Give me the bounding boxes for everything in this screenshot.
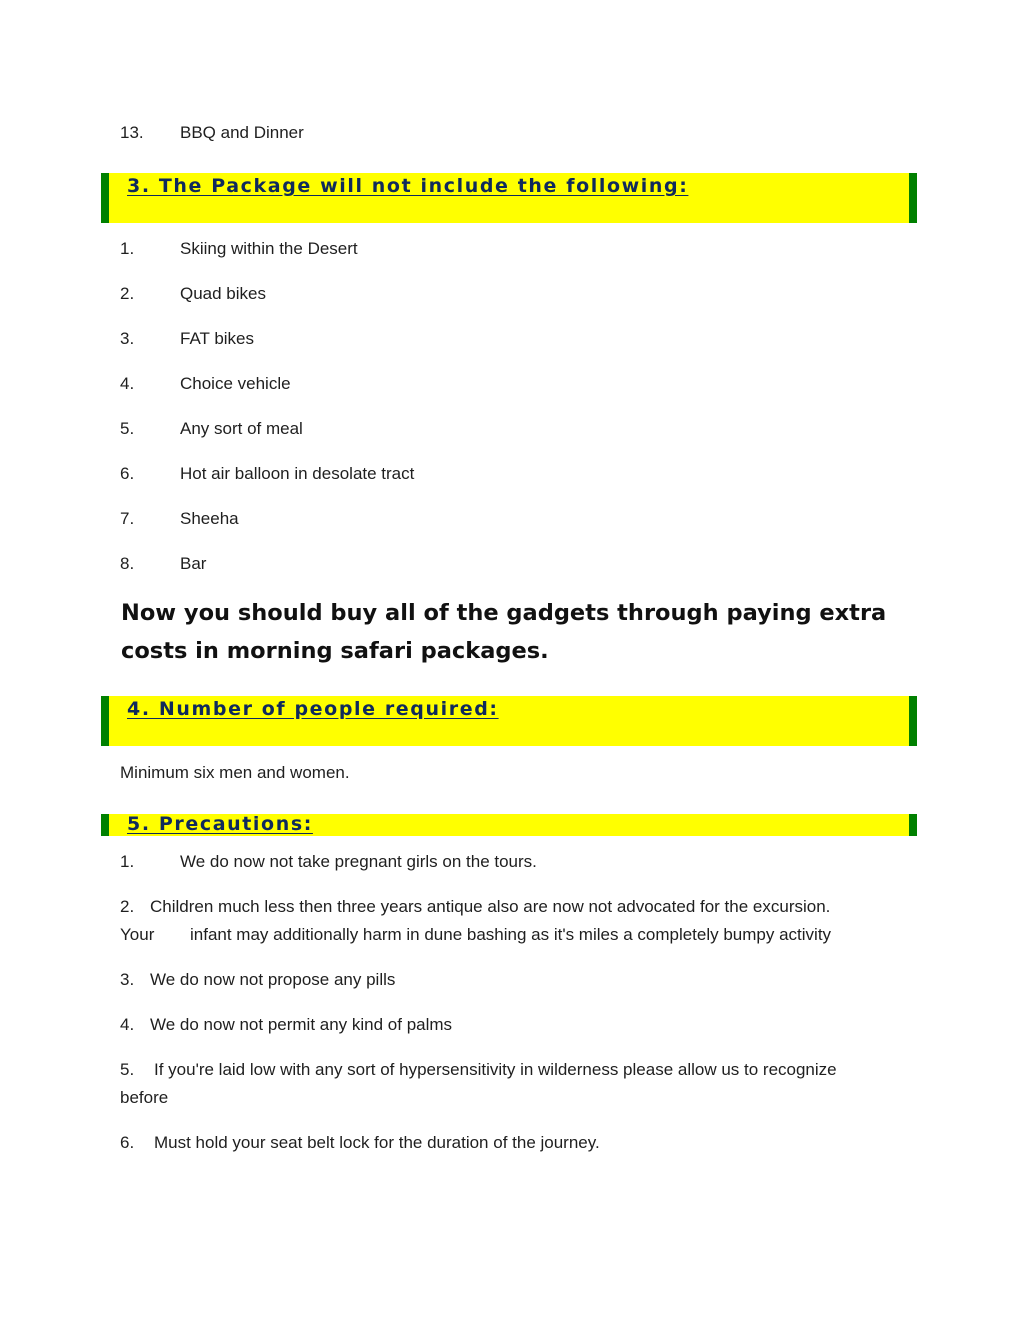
- item-text: We do now not permit any kind of palms: [150, 1015, 453, 1034]
- list-item: [120, 1014, 453, 1036]
- item-text: If you're laid low with any sort of hypersensitivity in wilderness please allow us to recognize: [154, 1060, 837, 1079]
- list-item: [120, 463, 415, 485]
- list-item: [120, 508, 239, 530]
- list-item: [120, 283, 266, 305]
- item-text: We do now not take pregnant girls on the tours.: [180, 852, 537, 871]
- item-number: 5.: [120, 1060, 135, 1079]
- item-text: Choice vehicle: [180, 374, 291, 393]
- banner-left-bar: [101, 814, 109, 836]
- item-text: BBQ and Dinner: [180, 123, 304, 142]
- item-number: 3.: [120, 970, 135, 989]
- section-heading: 4. Number of people required:: [127, 698, 499, 720]
- item-number: 3.: [120, 329, 135, 348]
- list-item: [120, 122, 304, 144]
- item-text: Bar: [180, 554, 207, 573]
- item-number: 6.: [120, 464, 135, 483]
- item-text: Quad bikes: [180, 284, 266, 303]
- item-text: FAT bikes: [180, 329, 255, 348]
- item-number: 1.: [120, 239, 135, 258]
- item-number: 4.: [120, 374, 135, 393]
- item-number: 6.: [120, 1133, 135, 1152]
- item-number: 2.: [120, 897, 135, 916]
- list-item-continuation: before: [120, 1088, 169, 1107]
- item-text: Children much less then three years antique also are now not advocated for the excursion.: [150, 897, 831, 916]
- section-heading-banner: [101, 814, 917, 836]
- banner-right-bar: [909, 696, 917, 746]
- banner-right-bar: [909, 814, 917, 836]
- item-number: 4.: [120, 1015, 135, 1034]
- item-number: 13.: [120, 123, 144, 142]
- list-item: [120, 328, 255, 350]
- item-text: Sheeha: [180, 509, 239, 528]
- item-text: Any sort of meal: [180, 419, 303, 438]
- bold-note: Now you should buy all of the gadgets through paying extra costs in morning safari packages.: [121, 600, 887, 664]
- section-heading: 5. Precautions:: [127, 813, 313, 835]
- item-text: Hot air balloon in desolate tract: [180, 464, 415, 483]
- list-item: [120, 969, 396, 991]
- section-heading-banner: [101, 696, 917, 746]
- list-item: [120, 238, 358, 260]
- list-item: [120, 1059, 837, 1081]
- list-item: [120, 851, 537, 873]
- list-item: [120, 553, 207, 575]
- section-heading: 3. The Package will not include the following:: [127, 175, 689, 197]
- item-text: We do now not propose any pills: [150, 970, 396, 989]
- list-item: [120, 896, 831, 918]
- item-text-continuation: Your: [120, 925, 155, 944]
- section-heading-banner: [101, 173, 917, 223]
- item-number: 8.: [120, 554, 135, 573]
- banner-right-bar: [909, 173, 917, 223]
- banner-left-bar: [101, 696, 109, 746]
- list-item: [120, 418, 303, 440]
- item-number: 7.: [120, 509, 135, 528]
- list-item: [120, 373, 291, 395]
- item-number: 5.: [120, 419, 135, 438]
- banner-left-bar: [101, 173, 109, 223]
- item-number: 1.: [120, 852, 135, 871]
- item-text-continuation: infant may additionally harm in dune bashing as it's miles a completely bumpy activity: [190, 925, 832, 944]
- list-item: [120, 1132, 600, 1154]
- item-text: Must hold your seat belt lock for the duration of the journey.: [154, 1133, 600, 1152]
- item-number: 2.: [120, 284, 135, 303]
- list-item-continuation: [120, 924, 832, 946]
- section-text: Minimum six men and women.: [120, 763, 350, 782]
- item-text: Skiing within the Desert: [180, 239, 358, 258]
